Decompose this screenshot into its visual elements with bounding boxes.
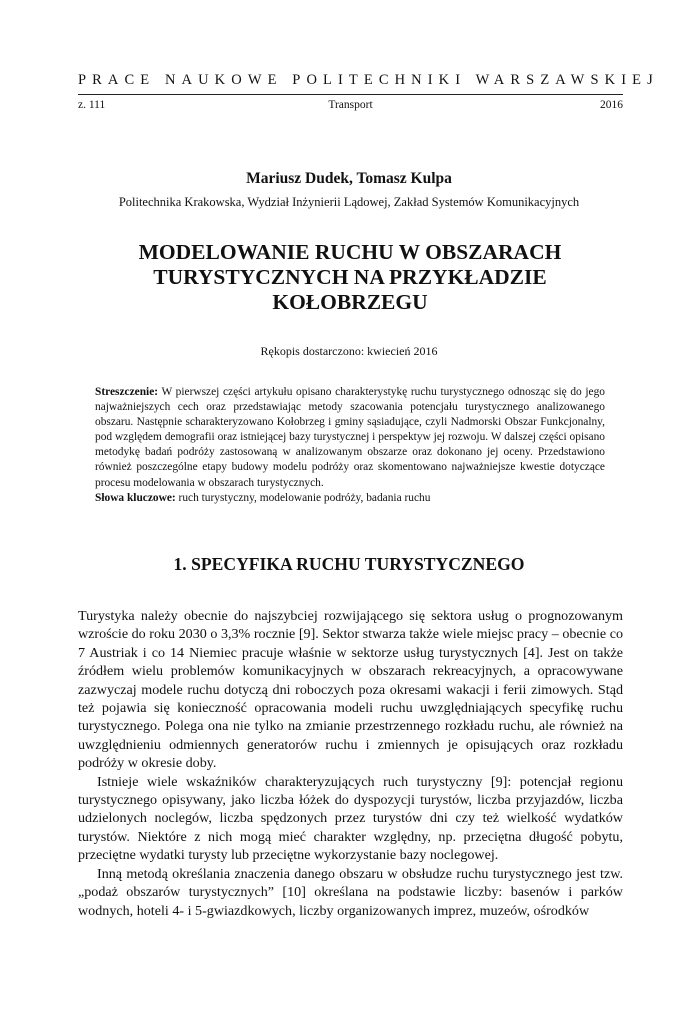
section-heading: 1. SPECYFIKA RUCHU TURYSTYCZNEGO <box>173 554 525 574</box>
affiliation: Politechnika Krakowska, Wydział Inżynierii Lądowej, Zakład Systemów Komunikacyjnych <box>118 195 580 209</box>
series-name: Transport <box>328 99 373 111</box>
paragraph-2: Istnieje wiele wskaźników charakteryzujących ruch turystyczny [9]: potencjał regionu turystycznego opisywany, jako liczba łóżek do dyspozycji turystów, liczba przyjazdów, liczba udzielonych noclegów, liczba spędzonych przez turystów dni czy też wielkość wydatków turystów. Niektóre z nich mogą mieć charakter względny, np. przeciętna długość pobytu, przeciętne wydatki turysty lub przeciętne wykorzystanie bazy noclegowej. <box>78 773 623 864</box>
keywords-label: Słowa kluczowe: <box>95 491 176 504</box>
body-text <box>78 607 623 920</box>
issue-number: z. 111 <box>78 99 106 111</box>
issue-year: 2016 <box>600 99 623 111</box>
abstract <box>95 385 605 506</box>
header-rule <box>78 94 623 95</box>
authors: Mariusz Dudek, Tomasz Kulpa <box>246 170 452 187</box>
journal-title: PRACE NAUKOWE POLITECHNIKI WARSZAWSKIEJ <box>78 72 659 88</box>
paragraph-3: Inną metodą określania znaczenia danego obszaru w obsłudze ruchu turystycznego jest tzw. „podaż obszarów turystycznych” [10] określana na podstawie liczby: basenów i parków wodnych, hoteli 4- i 5-gwiazdkowych, liczby organizowanych imprez, muzeów, ośrodków <box>78 865 623 919</box>
received-date: Rękopis dostarczono: kwiecień 2016 <box>260 344 438 358</box>
keywords-text: ruch turystyczny, modelowanie podróży, badania ruchu <box>175 491 431 504</box>
issue-line <box>78 99 623 113</box>
abstract-label: Streszczenie: <box>95 386 159 398</box>
abstract-text: W pierwszej części artykułu opisano charakterystykę ruchu turystycznego odnosząc się do jego najważniejszych cech oraz przedstawiając metody szacowania potencjału turystycznego analizowanego obszaru. Następnie scharakteryzowano Kołobrzeg i gminy sąsiadujące, czyli Nadmorski Obszar Funkcjonalny, pod względem demografii oraz istniejącej bazy turystycznej i perspektyw jej rozwoju. W dalszej części opisano metodykę badań podróży zastosowaną w analizowanym obszarze oraz dokonano jej oceny. Przedstawiono również poszczególne etapy budowy modelu podróży oraz skomentowano najważniejsze kwestie dotyczące procesu modelowania w obszarach turystycznych. <box>95 386 605 489</box>
paragraph-1: Turystyka należy obecnie do najszybciej rozwijającego się sektora usług o prognozowanym wzroście do roku 2030 o 3,3% rocznie [9]. Sektor stwarza także wiele miejsc pracy – obecnie co 7 Austriak i co 14 Niemiec pracuje właśnie w sektorze usług turystycznych [4]. Jest on także źródłem wielu problemów komunikacyjnych w obszarach rekreacyjnych, a opracowywane zazwyczaj modele ruchu dotyczą dni roboczych poza okresami wakacji i ferii zimowych. Stąd też pojawia się konieczność opracowania modeli ruchu uwzględniających specyfikę ruchu turystycznego. Polega ona nie tylko na zmianie przestrzennego rozkładu ruchu, ale również na uwzględnieniu odmiennych generatorów ruchu i zmiennych je opisujących oraz rozkładu podróży w okresie doby. <box>78 608 623 772</box>
article-title: MODELOWANIE RUCHU W OBSZARACH TURYSTYCZNYCH NA PRZYKŁADZIE KOŁOBRZEGU <box>138 240 562 314</box>
